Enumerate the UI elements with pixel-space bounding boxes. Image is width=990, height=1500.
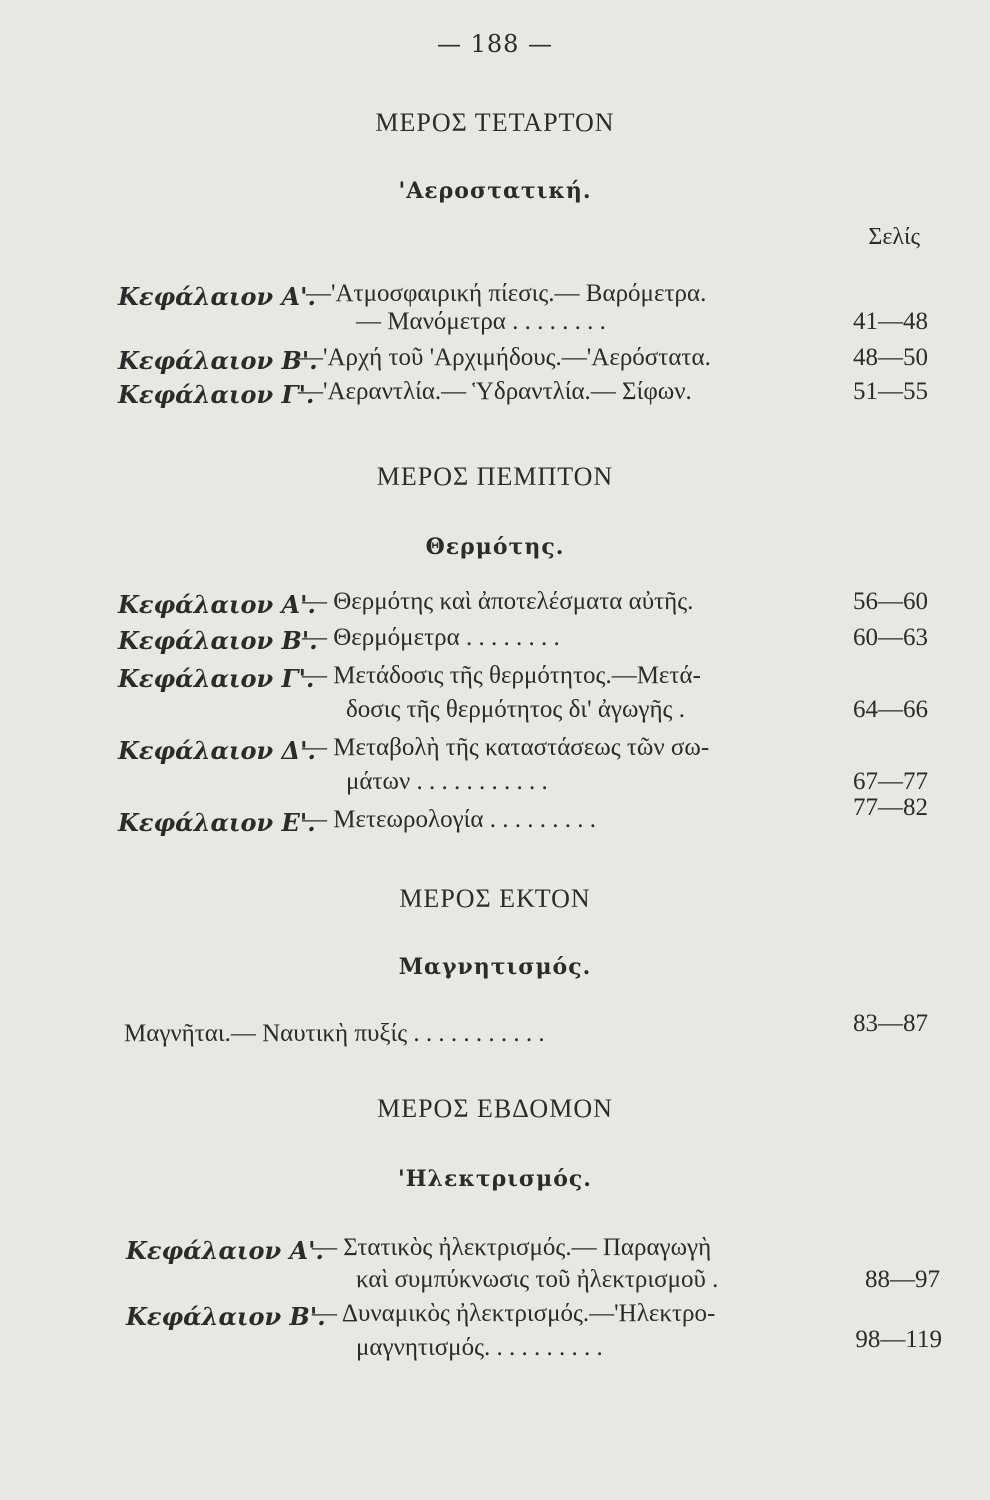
part-title-5: ΜΕΡΟΣ ΠΕΜΠΤΟΝ [376,462,614,491]
toc-entry [0,662,990,698]
toc-entry [0,1010,990,1056]
chapter-title: — Μετάδοσις τῆς θερμότητος.—Μετά- [302,662,701,689]
section-title-electricity: 'Ηλεκτρισμός. [398,1166,592,1192]
toc-entry [0,378,990,414]
chapter-title-cont: δοσις τῆς θερμότητος δι' ἀγωγῆς . [346,696,685,723]
page-range: 60—63 [853,624,928,651]
chapter-label: Κεφάλαιον Α'. [126,1236,324,1265]
chapter-title-cont: μαγνητισμός. . . . . . . . . . [356,1334,603,1361]
toc-entry-continuation [0,768,990,804]
section-title-aerostatics: 'Αεροστατική. [398,178,592,204]
chapter-title-cont: μάτων . . . . . . . . . . . [346,768,548,795]
page-range: 48—50 [853,344,928,371]
chapter-title: — Θερμότης καὶ ἀποτελέσματα αὐτῆς. [302,588,694,615]
chapter-title: — Μετεωρολογία . . . . . . . . . [302,806,596,833]
page-range: 67—77 [853,768,928,795]
chapter-label: Κεφάλαιον Γ'. [118,664,315,693]
chapter-title: —'Αεραντλία.— Ὑδραντλία.— Σίφων. [298,378,692,405]
page-range: 88—97 [865,1266,940,1293]
page-range: 98—119 [855,1326,942,1353]
toc-entry [0,794,990,842]
chapter-label: Κεφάλαιον Α'. [118,282,316,311]
page-range: 64—66 [853,696,928,723]
page-range: 56—60 [853,588,928,615]
chapter-title: — Δυναμικὸς ἠλεκτρισμός.—'Ηλεκτρο- [312,1300,716,1327]
chapter-label: Κεφάλαιον Β'. [126,1302,326,1331]
chapter-label: Κεφάλαιον Α'. [118,590,316,619]
pages-column-label: Σελίς [868,224,920,250]
chapter-title: —'Ατμοσφαιρική πίεσις.— Βαρόμετρα. [306,280,707,307]
chapter-label: Κεφάλαιον Β'. [118,626,318,655]
toc-entry [0,734,990,770]
page-range: 41—48 [853,308,928,335]
chapter-title-cont: — Μανόμετρα . . . . . . . . [356,308,606,335]
page-range: 77—82 [853,794,928,821]
toc-entry [0,624,990,660]
part-title-7: ΜΕΡΟΣ ΕΒΔΟΜΟΝ [377,1094,613,1123]
part-title-4: ΜΕΡΟΣ ΤΕΤΑΡΤΟΝ [375,108,615,137]
part-title-6: ΜΕΡΟΣ ΕΚΤΟΝ [399,884,591,913]
toc-entry-continuation [0,308,990,344]
chapter-label: Κεφάλαιον Δ'. [118,736,316,765]
toc-entry-continuation [0,696,990,732]
chapter-label: Κεφάλαιον Β'. [118,346,318,375]
chapter-label: Κεφάλαιον Ε'. [118,808,316,837]
chapter-title: —'Αρχή τοῦ 'Αρχιμήδους.—'Αερόστατα. [298,344,711,371]
section-title-heat: Θερμότης. [425,534,565,560]
chapter-title-cont: καὶ συμπύκνωσις τοῦ ἠλεκτρισμοῦ . [356,1266,719,1293]
toc-entry-continuation [0,1266,990,1302]
page-range: 83—87 [853,1010,928,1037]
toc-entry [0,588,990,624]
toc-entry [0,1300,990,1336]
chapter-title: — Στατικὸς ἠλεκτρισμός.— Παραγωγὴ [312,1234,712,1261]
section-title-magnetism: Μαγνητισμός. [398,954,592,980]
chapter-label: Κεφάλαιον Γ'. [118,380,315,409]
chapter-title: — Μεταβολὴ τῆς καταστάσεως τῶν σω- [302,734,710,761]
toc-entry-continuation [0,1326,990,1370]
toc-entry [0,344,990,380]
page-number: — 188 — [436,30,554,58]
page-range: 51—55 [853,378,928,405]
toc-entry [0,1234,990,1270]
chapter-title: Μαγνῆται.— Ναυτικὴ πυξίς . . . . . . . . . . . [124,1020,545,1047]
chapter-title: — Θερμόμετρα . . . . . . . . [302,624,560,651]
